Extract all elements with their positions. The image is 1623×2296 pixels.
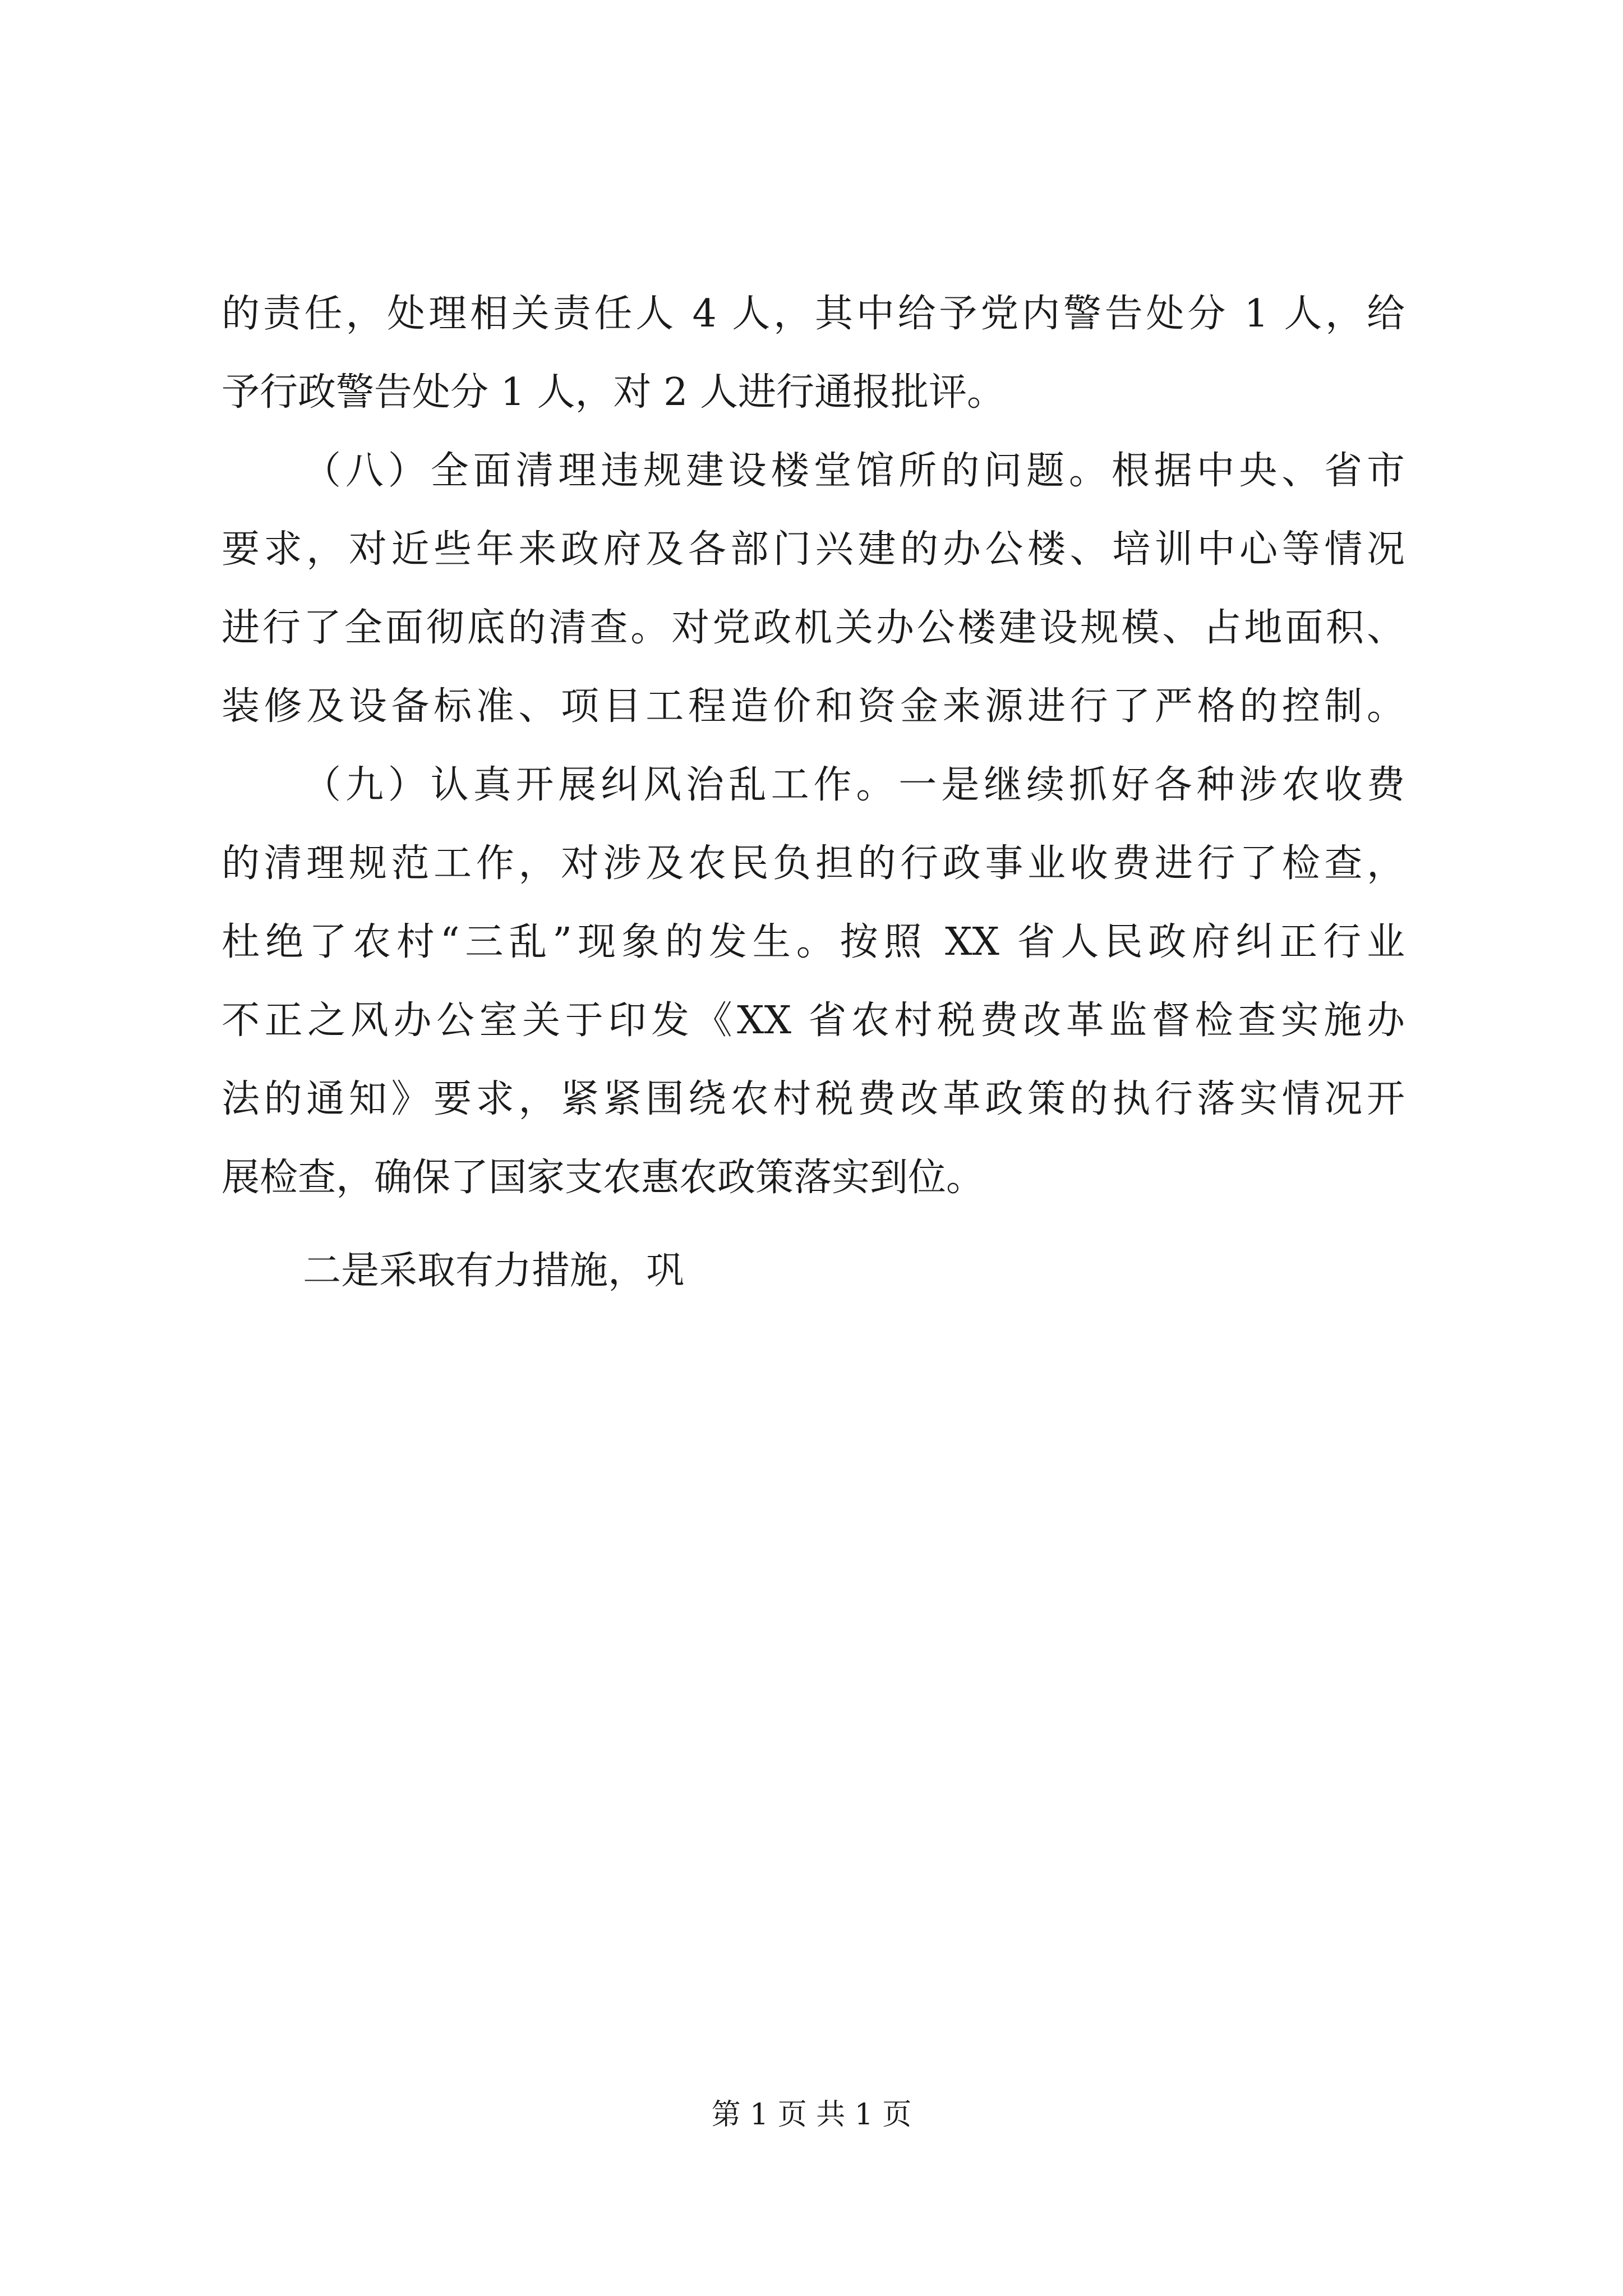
paragraph-fragment <box>222 1232 1405 1310</box>
text-line: 不正之风办公室关于印发《XX 省农村税费改革监督检查实施办 <box>222 999 1405 1043</box>
text-line: （九）认真开展纠风治乱工作。一是继续抓好各种涉农收费 <box>303 763 1405 807</box>
paragraph-continuation <box>222 275 1405 432</box>
text-line: 装修及设备标准、项目工程造价和资金来源进行了严格的控制。 <box>222 684 1405 729</box>
text-line: 二是采取有力措施，巩 <box>303 1249 685 1293</box>
text-line: 要求，对近些年来政府及各部门兴建的办公楼、培训中心等情况 <box>222 527 1405 572</box>
text-line: 杜绝了农村“三乱”现象的发生。按照 XX 省人民政府纠正行业 <box>222 920 1405 964</box>
text-line: 展检查，确保了国家支农惠农政策落实到位。 <box>222 1156 985 1200</box>
paragraph-section-9 <box>222 746 1405 1217</box>
text-line: 予行政警告处分 1 人，对 2 人进行通报批评。 <box>222 370 1005 415</box>
page-number-footer: 第 1 页 共 1 页 <box>711 2098 912 2132</box>
text-line: （八）全面清理违规建设楼堂馆所的问题。根据中央、省市 <box>303 449 1405 493</box>
text-line: 进行了全面彻底的清查。对党政机关办公楼建设规模、占地面积、 <box>222 606 1405 650</box>
text-line: 的责任，处理相关责任人 4 人，其中给予党内警告处分 1 人，给 <box>222 292 1405 336</box>
text-line: 法的通知》要求，紧紧围绕农村税费改革政策的执行落实情况开 <box>222 1077 1405 1121</box>
text-line: 的清理规范工作，对涉及农民负担的行政事业收费进行了检查， <box>222 841 1405 886</box>
document-body <box>222 275 1405 1310</box>
paragraph-section-8 <box>222 432 1405 746</box>
